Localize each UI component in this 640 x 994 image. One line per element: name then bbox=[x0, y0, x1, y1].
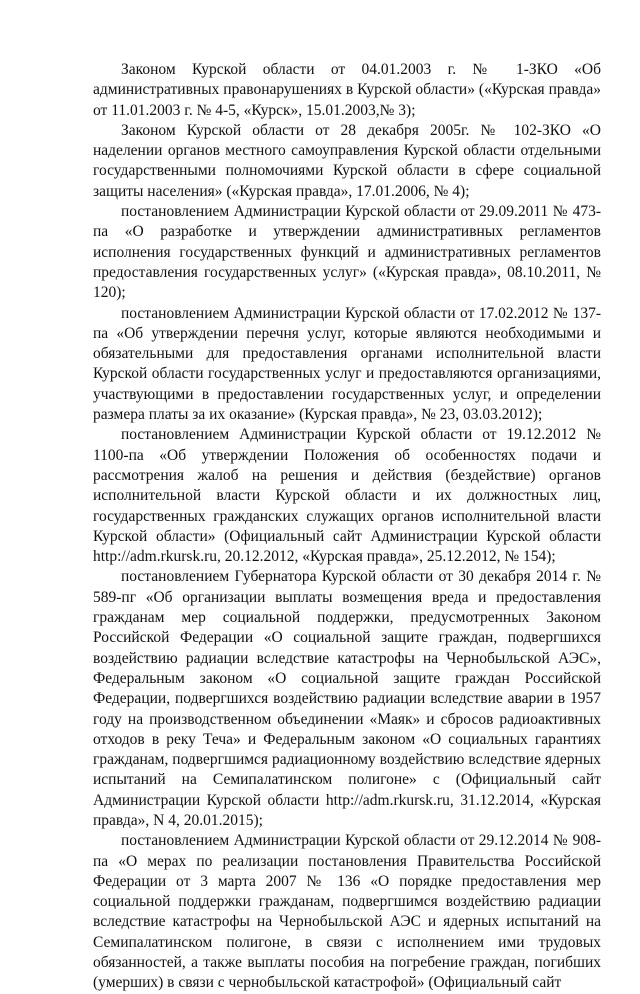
paragraph-law-administrative-offenses: Законом Курской области от 04.01.2003 г. № 1-ЗКО «Об административных правонарушениях в Курской области» («Курская правда» от 11.01.2003 г. № 4-5, «Курск», 15.01.2003,№ 3); bbox=[93, 61, 601, 119]
paragraph-governor-resolution-589-pg: постановлением Губернатора Курской области от 30 декабря 2014 г. № 589-пг «Об организации выплаты возмещения вреда и предоставления гражданам мер социальной поддержки, предусмотренных Законом Российской Федерации «О социальной защите граждан, подвергшихся воздействию радиации вследствие катастрофы на Чернобыльской АЭС», Федеральным законом «О социальной защите граждан Российской Федерации, подвергшихся воздействию радиации вследствие аварии в 1957 году на производственном объединении «Маяк» и сбросов радиоактивных отходов в реку Теча» и Федеральным законом «О социальных гарантиях гражданам, подвергшимся радиационному воздействию вследствие ядерных испытаний на Семипалатинском полигоне» с (Официальный сайт Администрации Курской области http://adm.rkursk.ru, 31.12.2014, «Курская правда», N 4, 20.01.2015); bbox=[93, 568, 601, 829]
paragraph-resolution-137-pa: постановлением Администрации Курской области от 17.02.2012 № 137-па «Об утверждении перечня услуг, которые являются необходимыми и обязательными для предоставления органами исполнительной власти Курской области государственных услуг и предоставляются организациями, участвующими в предоставлении государственных услуг, и определении размера платы за их оказание» (Курская правда», № 23, 03.03.2012); bbox=[93, 304, 601, 424]
paragraph-resolution-1100-pa: постановлением Администрации Курской области от 19.12.2012 № 1100-па «Об утверждении Положения об особенностях подачи и рассмотрения жалоб на решения и действия (бездействие) органов исполнительной власти Курской области и их должностных лиц, государственных гражданских служащих органов исполнительной власти Курской области» (Официальный сайт Администрации Курской области http://adm.rkursk.ru, 20.12.2012, «Курская правда», 25.12.2012, № 154); bbox=[93, 426, 601, 566]
paragraph-law-social-protection-powers: Законом Курской области от 28 декабря 2005г. № 102-ЗКО «О наделении органов местного самоуправления Курской области отдельными государственными полномочиями Курской области в сфере социальной защиты населения» («Курская правда», 17.01.2006, № 4); bbox=[93, 121, 601, 200]
document-page bbox=[93, 60, 601, 994]
paragraph-resolution-908-pa: постановлением Администрации Курской области от 29.12.2014 № 908-па «О мерах по реализации постановления Правительства Российской Федерации от 3 марта 2007 № 136 «О порядке предоставления мер социальной поддержки гражданам, подвергшимся воздействию радиации вследствие катастрофы на Чернобыльской АЭС и ядерных испытаний на Семипалатинском полигоне, в связи с исполнением ими трудовых обязанностей, а также выплаты пособия на погребение граждан, погибших (умерших) в связи с чернобыльской катастрофой» (Официальный сайт bbox=[93, 832, 601, 992]
paragraph-resolution-473-pa: постановлением Администрации Курской области от 29.09.2011 № 473-па «О разработке и утверждении административных регламентов исполнения государственных функций и административных регламентов предоставления государственных услуг» («Курская правда», 08.10.2011, № 120); bbox=[93, 203, 601, 302]
